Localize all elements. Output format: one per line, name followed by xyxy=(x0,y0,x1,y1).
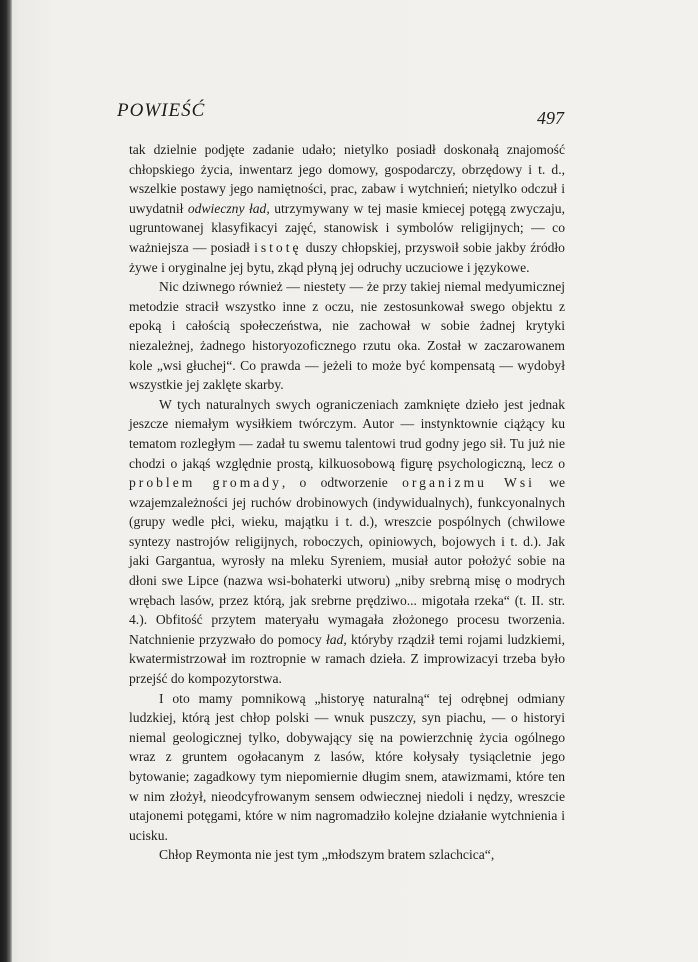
spaced-run: organizmu Wsi xyxy=(402,475,535,491)
text-run: W tych naturalnych swych ograniczeniach zamknięte dzieło jest jednak jeszcze niemałym wysiłkiem twórczym. Autor — instynktownie ciążący ku tematom rozległym — zadał tu swemu talentowi trud godny jego sił. Tu już nie chodzi o jakąś względnie prostą, kilkuosobową figurę psychologiczną, lecz o xyxy=(129,396,565,471)
text-run: Nic dziwnego również — niestety — że przy takiej niemal medyumicznej metodzie stracił wszystko inne z oczu, nie zestosunkował swego objektu z epoką i całością społeczeństwa, nie zachował w sobie żadnej krytyki niezależnej, żadnego historyozoficznego rzutu oka. Został w zaczarowanem kole „wsi głuchej“. Co prawda — jeżeli to może być kompensatą — wydobył wszystkie jej zaklęte skarby. xyxy=(129,279,565,393)
text-run: we wzajemzależności jej ruchów drobinowych (indywidualnych), funkcyonalnych (grupy wedle płci, wieku, majątku i t. d.), wreszcie pospólnych (chwilowe syntezy nastrojów religijnych, roboczych, opiniowych, bojowych i t. d.). Jak jaki Gargantua, wyrosły na mleku Syreniem, musiał autor położyć sobie na dłoni swe Lipce (nazwa wsi-bohaterki utworu) „niby srebrną misę o modrych wrębach lasów, przez którą, jak srebrne prędziwo... migotała rzeka“ (t. II. str. 4.). Obfitość przytem materyału wymagała złożonego procesu tworzenia. Natchnienie przyzwało do pomocy xyxy=(129,475,566,647)
spaced-run: istotę xyxy=(254,239,302,255)
paragraph-5 xyxy=(129,845,565,865)
paragraph-2 xyxy=(129,277,565,395)
text-run: duszy chłopskiej, przyswoił sobie jakby źródło żywe i oryginalne jej bytu, zkąd płyną jej odruchy uczuciowe i językowe. xyxy=(129,239,565,275)
page-number: 497 xyxy=(537,108,564,128)
text-run: , o odtworzenie xyxy=(281,475,403,491)
book-binding-edge xyxy=(0,0,12,962)
body-text xyxy=(129,140,565,865)
text-run: któryby rządził temi rojami ludzkiemi, kwatermistrzował im roztropnie w ramach dzieła. Z improwizacyi trzeba było przejść do kompozytorstwa. xyxy=(129,631,565,687)
text-run: Chłop Reymonta nie jest tym „młodszym bratem szlachcica“, xyxy=(159,847,495,863)
paragraph-4 xyxy=(129,689,565,846)
running-header-title: POWIEŚĆ xyxy=(117,100,206,121)
text-run: tak dzielnie podjęte zadanie udało; nietylko posiadł doskonałą znajomość chłopskiego życia, inwentarz jego domowy, gospodarczy, obrzędowy i t. d., wszelkie postawy jego namiętności, prac, zabaw i wytchnień; nietylko odczuł i uwydatnił xyxy=(129,142,565,216)
spaced-run: problem gromady xyxy=(129,475,282,491)
emphasis-run: ład, xyxy=(325,631,347,647)
paragraph-1 xyxy=(129,140,565,277)
emphasis-run: odwieczny ład, xyxy=(187,200,270,216)
text-run: utrzymywany w tej masie kmiecej potęgą zwyczaju, ugruntowanej klasyfikacyi zajęć, stanowisk i symbolów religijnych; — co ważniejsza — posiadł xyxy=(129,200,565,255)
paragraph-3 xyxy=(129,395,565,689)
text-run: I oto mamy pomnikową „historyę naturalną“ tej odrębnej odmiany ludzkiej, którą jest chłop polski — wnuk puszczy, syn piachu, — o historyi niemal geologicznej tylko, dobywający się na powierzchnię życia ogólnego wraz z gruntem ogołacanym z lasów, które kołysały tysiącletnie jego bytowanie; zagadkowy tym niepomiernie długim snem, atawizmami, które ten w nim złożył, nieodcyfrowanym sensem odwiecznej niedoli i nędzy, wreszcie utajonemi potęgami, które w nim nagromadziło kolejne działanie wytchnienia i ucisku. xyxy=(129,690,565,843)
